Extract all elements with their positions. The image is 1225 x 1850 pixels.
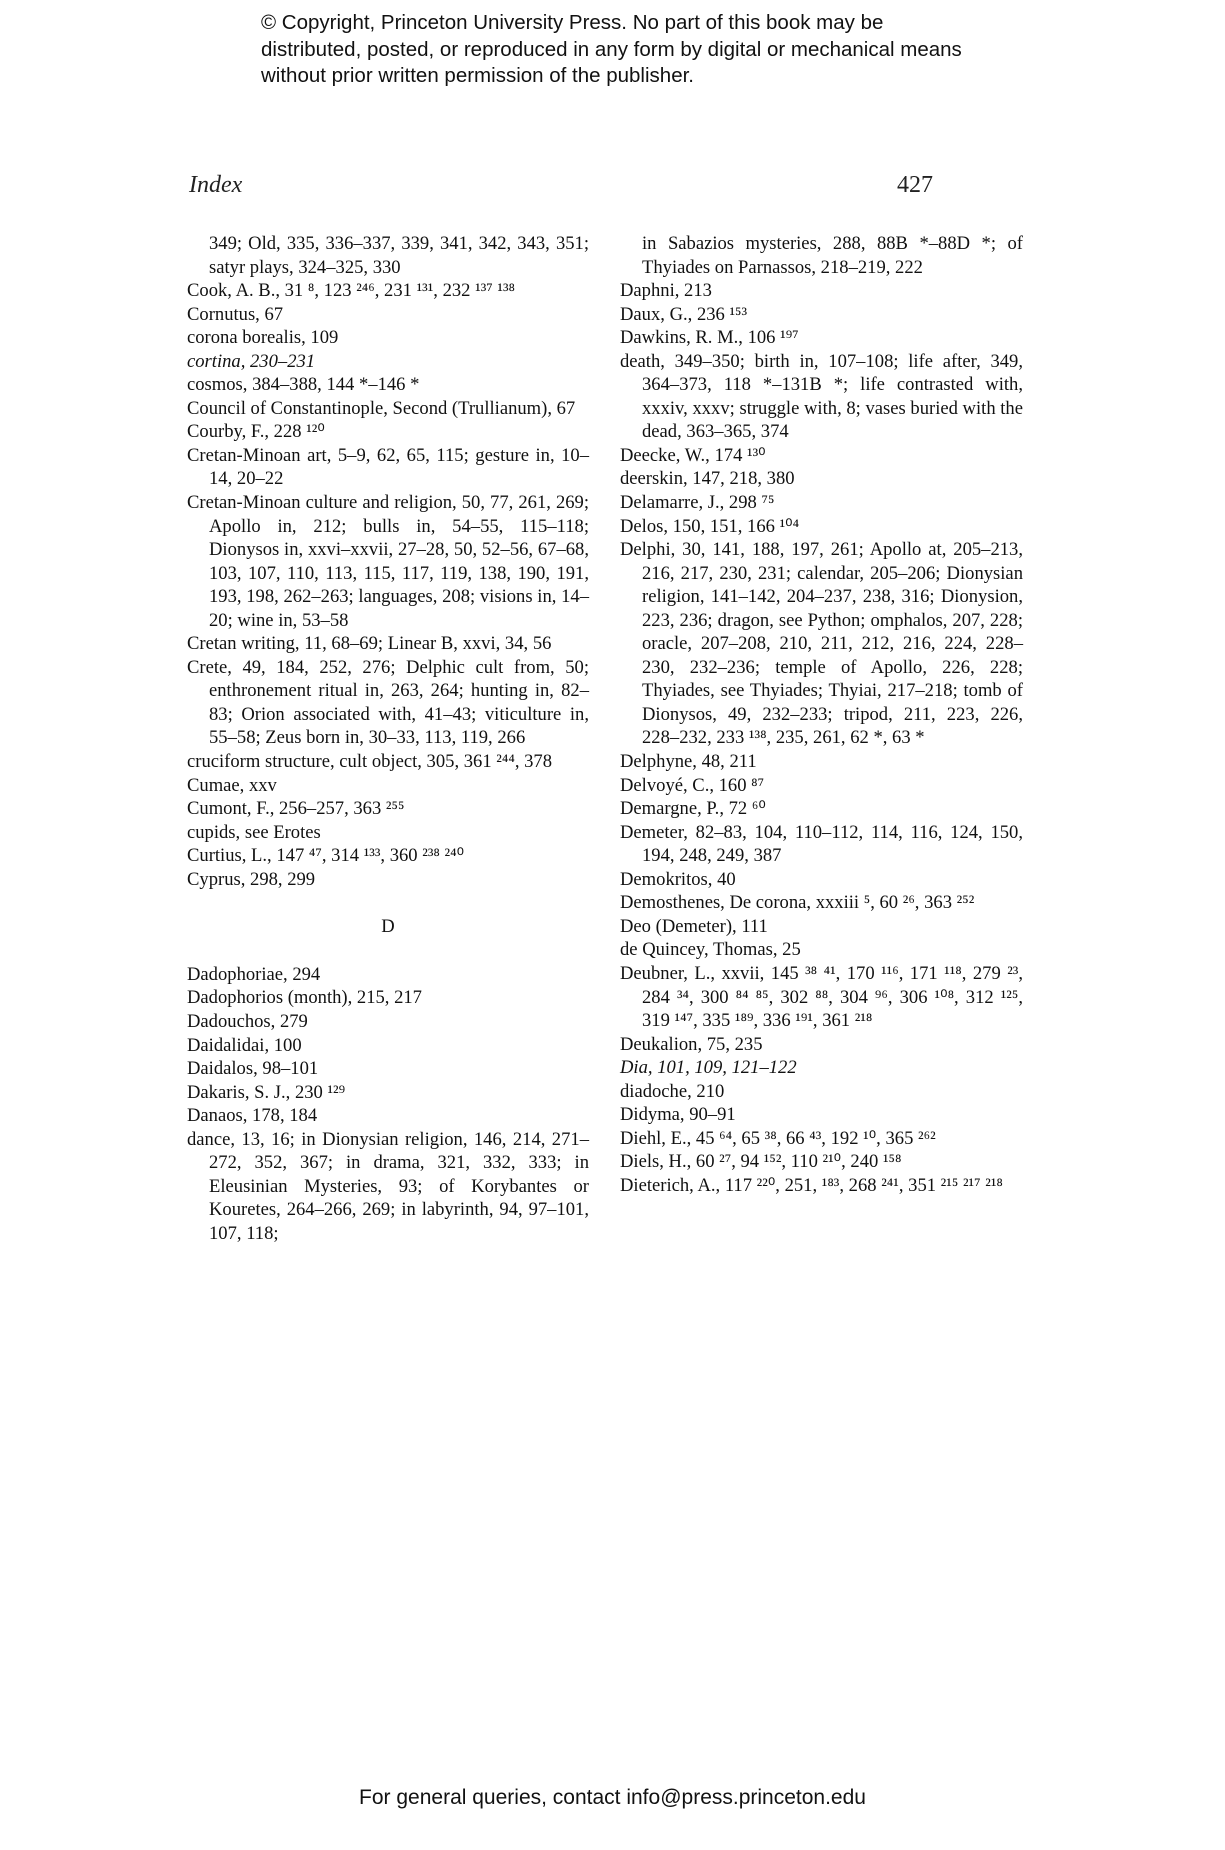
index-entry: Diehl, E., 45 ⁶⁴, 65 ³⁸, 66 ⁴³, 192 ¹⁰, 365 ²⁶² <box>620 1127 936 1149</box>
index-entry: Delamarre, J., 298 ⁷⁵ <box>620 492 775 514</box>
index-entry: cosmos, 384–388, 144 *–146 * <box>187 374 420 396</box>
index-entry: de Quincey, Thomas, 25 <box>620 939 801 961</box>
footer-contact: For general queries, contact info@press.princeton.edu <box>359 1786 866 1809</box>
index-entry: death, 349–350; birth in, 107–108; life after, 349, 364–373, 118 *–131B *; life contrasted with, xxxiv, xxxv; struggle with, 8; vases buried with the dead, 363–365, 374 <box>620 350 1023 443</box>
index-entry: Cretan-Minoan art, 5–9, 62, 65, 115; gesture in, 10–14, 20–22 <box>187 444 589 490</box>
index-entry: deerskin, 147, 218, 380 <box>620 468 795 490</box>
running-head-title: Index <box>189 172 243 198</box>
index-entry: Delvoyé, C., 160 ⁸⁷ <box>620 774 765 796</box>
index-entry: Dieterich, A., 117 ²²⁰, 251, ¹⁸³, 268 ²⁴¹, 351 ²¹⁵ ²¹⁷ ²¹⁸ <box>620 1174 1003 1196</box>
index-column-right <box>620 232 1023 1197</box>
index-entry: corona borealis, 109 <box>187 327 339 349</box>
index-entry: Cook, A. B., 31 ⁸, 123 ²⁴⁶, 231 ¹³¹, 232 ¹³⁷ ¹³⁸ <box>187 280 516 302</box>
index-entry: Deo (Demeter), 111 <box>620 915 768 937</box>
index-entry: Deukalion, 75, 235 <box>620 1033 763 1055</box>
index-entry: Danaos, 178, 184 <box>187 1105 318 1127</box>
section-letter: D <box>381 916 395 938</box>
index-entry: Crete, 49, 184, 252, 276; Delphic cult from, 50; enthronement ritual in, 263, 264; hunting in, 82–83; Orion associated with, 41–43; viticulture in, 55–58; Zeus born in, 30–33, 113, 119, 266 <box>187 656 589 749</box>
index-entry: Dawkins, R. M., 106 ¹⁹⁷ <box>620 327 799 349</box>
index-entry: Diels, H., 60 ²⁷, 94 ¹⁵², 110 ²¹⁰, 240 ¹⁵⁸ <box>620 1151 902 1173</box>
index-entry: cortina, 230–231 <box>187 350 316 372</box>
index-entry: Delphyne, 48, 211 <box>620 751 757 773</box>
index-entry: Delos, 150, 151, 166 ¹⁰⁴ <box>620 515 800 537</box>
index-entry: Delphi, 30, 141, 188, 197, 261; Apollo at, 205–213, 216, 217, 230, 231; calendar, 205–206; Dionysian religion, 141–142, 204–237, 238, 316; Dionysion, 223, 236; dragon, see Python; omphalos, 207, 228; oracle, 207–208, 210, 211, 212, 216, 224, 228–230, 232–236; temple of Apollo, 226, 228; Thyiades, see Thyiades; Thyiai, 217–218; tomb of Dionysos, 49, 232–233; tripod, 211, 223, 226, 228–232, 233 ¹³⁸, 235, 261, 62 *, 63 * <box>620 539 1023 749</box>
index-entry: Cyprus, 298, 299 <box>187 868 316 890</box>
index-entry: Curtius, L., 147 ⁴⁷, 314 ¹³³, 360 ²³⁸ ²⁴⁰ <box>187 845 465 867</box>
index-entry: Cornutus, 67 <box>187 303 284 325</box>
index-entry: Demokritos, 40 <box>620 868 736 890</box>
index-entry: Cumae, xxv <box>187 774 277 796</box>
index-entry: Cumont, F., 256–257, 363 ²⁵⁵ <box>187 798 405 820</box>
index-entry: Dadouchos, 279 <box>187 1010 308 1032</box>
index-entry: cupids, see Erotes <box>187 821 321 843</box>
index-entry: Demeter, 82–83, 104, 110–112, 114, 116, 124, 150, 194, 248, 249, 387 <box>620 821 1023 867</box>
index-entry: Daphni, 213 <box>620 280 712 302</box>
index-entry: Daidalos, 98–101 <box>187 1058 319 1080</box>
index-entry: Daidalidai, 100 <box>187 1034 302 1056</box>
index-entry: Demargne, P., 72 ⁶⁰ <box>620 798 766 820</box>
index-entry: cruciform structure, cult object, 305, 361 ²⁴⁴, 378 <box>187 751 553 773</box>
index-entry: 349; Old, 335, 336–337, 339, 341, 342, 343, 351; satyr plays, 324–325, 330 <box>209 233 589 278</box>
index-entry: Council of Constantinople, Second (Trullianum), 67 <box>187 397 576 419</box>
index-entry: Cretan-Minoan culture and religion, 50, 77, 261, 269; Apollo in, 212; bulls in, 54–55, 115–118; Dionysos in, xxvi–xxvii, 27–28, 50, 52–56, 67–68, 103, 107, 110, 113, 115, 117, 119, 138, 190, 191, 193, 198, 262–263; languages, 208; visions in, 14–20; wine in, 53–58 <box>187 492 589 631</box>
index-entry: Deubner, L., xxvii, 145 ³⁸ ⁴¹, 170 ¹¹⁶, 171 ¹¹⁸, 279 ²³, 284 ³⁴, 300 ⁸⁴ ⁸⁵, 302 ⁸⁸, 304 ⁹⁶, 306 ¹⁰⁸, 312 ¹²⁵, 319 ¹⁴⁷, 335 ¹⁸⁹, 336 ¹⁹¹, 361 ²¹⁸ <box>620 962 1023 1032</box>
index-entry: Daux, G., 236 ¹⁵³ <box>620 303 748 325</box>
page-number: 427 <box>897 172 933 198</box>
index-entry: diadoche, 210 <box>620 1080 725 1102</box>
index-entry: Courby, F., 228 ¹²⁰ <box>187 421 325 443</box>
index-entry: in Sabazios mysteries, 288, 88B *–88D *; of Thyiades on Parnassos, 218–219, 222 <box>642 233 1023 278</box>
index-entry: Demosthenes, De corona, xxxiii ⁵, 60 ²⁶, 363 ²⁵² <box>620 892 975 914</box>
index-entry: dance, 13, 16; in Dionysian religion, 146, 214, 271–272, 352, 367; in drama, 321, 332, 333; in Eleusinian Mysteries, 93; of Korybantes or Kouretes, 264–266, 269; in labyrinth, 94, 97–101, 107, 118; <box>187 1128 589 1244</box>
index-entry: Dia, 101, 109, 121–122 <box>620 1057 797 1079</box>
copyright-notice: © Copyright, Princeton University Press. No part of this book may be distributed, posted, or reproduced in any form by digital or mechanical means without prior written permission of the publisher. <box>261 11 962 87</box>
index-entry: Cretan writing, 11, 68–69; Linear B, xxvi, 34, 56 <box>187 633 552 655</box>
index-entry: Didyma, 90–91 <box>620 1104 736 1126</box>
index-entry: Dadophorios (month), 215, 217 <box>187 987 422 1009</box>
index-entry: Dakaris, S. J., 230 ¹²⁹ <box>187 1081 346 1103</box>
index-entry: Dadophoriae, 294 <box>187 963 321 985</box>
index-entry: Deecke, W., 174 ¹³⁰ <box>620 444 766 466</box>
index-column-left <box>187 232 589 1245</box>
